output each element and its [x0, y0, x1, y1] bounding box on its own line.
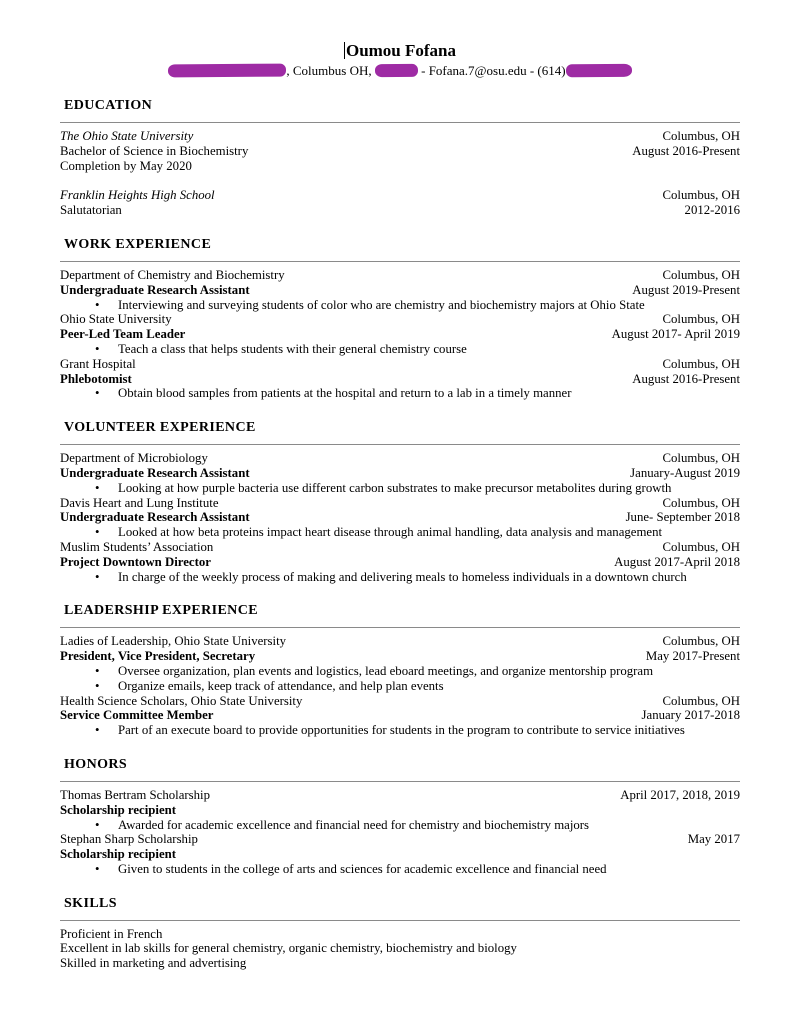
entry-row — [60, 788, 740, 803]
entry-row — [60, 268, 740, 283]
entry-right: Columbus, OH — [662, 451, 740, 466]
resume-entry — [60, 540, 740, 584]
entry-row — [60, 357, 740, 372]
bullet-text: In charge of the weekly process of making and delivering meals to homeless individuals in a downtown church — [118, 569, 687, 584]
bullet-marker-icon — [95, 679, 118, 694]
resume-name-text: Oumou Fofana — [345, 41, 457, 60]
entry-left: Bachelor of Science in Biochemistry — [60, 143, 249, 158]
bullet-text: Obtain blood samples from patients at the hospital and return to a lab in a timely manner — [118, 386, 572, 401]
entry-left: Undergraduate Research Assistant — [60, 282, 250, 297]
entry-right: May 2017-Present — [645, 649, 740, 664]
entry-row — [60, 941, 740, 956]
entry-row — [60, 694, 740, 709]
entry-right: Columbus, OH — [662, 634, 740, 649]
resume-name — [60, 41, 740, 61]
section-entries — [60, 268, 740, 401]
bullet-marker-icon — [95, 525, 118, 540]
bullet-text: Looked at how beta proteins impact heart disease through animal handling, data analysis and management — [118, 525, 663, 540]
bullet-text: Interviewing and surveying students of color who are chemistry and biochemistry majors at Ohio State — [118, 297, 645, 312]
resume-entry — [60, 927, 740, 971]
section-divider — [60, 122, 740, 123]
bullet-item — [60, 664, 740, 679]
entry-left: Stephan Sharp Scholarship — [60, 832, 198, 847]
entry-left: President, Vice President, Secretary — [60, 649, 256, 664]
entry-left: Proficient in French — [60, 926, 163, 941]
resume-entry — [60, 129, 740, 173]
resume-section — [60, 98, 740, 218]
entry-right: Columbus, OH — [662, 129, 740, 143]
bullet-text: Part of an execute board to provide opportunities for students in the program to contribute to service initiatives — [118, 723, 685, 738]
entry-left: Health Science Scholars, Ohio State University — [60, 693, 303, 708]
section-divider — [60, 920, 740, 921]
entry-row — [60, 847, 740, 862]
bullet-text: Given to students in the college of arts and sciences for academic excellence and financial need — [118, 861, 607, 876]
bullet-item — [60, 862, 740, 877]
resume-section — [60, 757, 740, 877]
entry-row — [60, 649, 740, 664]
bullet-item — [60, 525, 740, 540]
bullet-marker-icon — [95, 862, 118, 877]
entry-row — [60, 832, 740, 847]
resume-entry — [60, 357, 740, 401]
entry-right: June- September 2018 — [625, 510, 740, 525]
bullet-item — [60, 481, 740, 496]
entry-left: Peer-Led Team Leader — [60, 327, 186, 342]
section-divider — [60, 781, 740, 782]
entry-row — [60, 188, 740, 203]
entry-row — [60, 327, 740, 342]
entry-right — [728, 956, 740, 971]
entry-left: Davis Heart and Lung Institute — [60, 495, 219, 510]
entry-row — [60, 312, 740, 327]
contact-city-segment: , Columbus OH, — [286, 63, 375, 78]
entry-right: Columbus, OH — [662, 693, 740, 708]
resume-section — [60, 420, 740, 584]
resume-entry — [60, 496, 740, 540]
entry-right: Columbus, OH — [662, 267, 740, 282]
resume-entry — [60, 188, 740, 218]
resume-section — [60, 237, 740, 401]
entry-right: Columbus, OH — [662, 188, 740, 203]
bullet-text: Organize emails, keep track of attendance, and help plan events — [118, 678, 444, 693]
bullet-marker-icon — [95, 570, 118, 585]
entry-right — [728, 927, 740, 942]
resume-section — [60, 603, 740, 738]
entry-right: January 2017-2018 — [641, 708, 740, 723]
redacted-zip-code — [375, 64, 418, 77]
entry-left: The Ohio State University — [60, 129, 194, 143]
bullet-item — [60, 298, 740, 313]
resume-entry — [60, 788, 740, 832]
entry-left: Muslim Students’ Association — [60, 539, 214, 554]
entry-row — [60, 634, 740, 649]
entry-left: Excellent in lab skills for general chemistry, organic chemistry, biochemistry and biology — [60, 941, 517, 956]
resume-section — [60, 896, 740, 971]
entry-right: August 2017- April 2019 — [611, 327, 740, 342]
resume-entry — [60, 451, 740, 495]
entry-left: Scholarship recipient — [60, 802, 177, 817]
bullet-item — [60, 386, 740, 401]
bullet-item — [60, 679, 740, 694]
section-entries — [60, 927, 740, 971]
entry-left: Department of Chemistry and Biochemistry — [60, 267, 285, 282]
entry-row — [60, 496, 740, 511]
entry-left: Ladies of Leadership, Ohio State University — [60, 634, 287, 649]
entry-left: Completion by May 2020 — [60, 158, 192, 173]
resume-entry — [60, 268, 740, 312]
entry-right: Columbus, OH — [662, 539, 740, 554]
entry-left: Scholarship recipient — [60, 847, 177, 862]
resume-entry — [60, 832, 740, 876]
entry-row — [60, 708, 740, 723]
section-entries — [60, 451, 740, 584]
bullet-marker-icon — [95, 664, 118, 679]
entry-right — [728, 847, 740, 862]
section-divider — [60, 627, 740, 628]
entry-row — [60, 803, 740, 818]
section-divider — [60, 444, 740, 445]
entry-left: Franklin Heights High School — [60, 188, 215, 203]
entry-left: Salutatorian — [60, 203, 122, 218]
entry-right: August 2019-Present — [632, 282, 740, 297]
entry-right — [728, 159, 740, 174]
entry-right: May 2017 — [687, 832, 740, 847]
redacted-phone-number — [566, 64, 632, 77]
entry-left: Thomas Bertram Scholarship — [60, 787, 210, 802]
bullet-item — [60, 818, 740, 833]
entry-row — [60, 510, 740, 525]
entry-right: August 2016-Present — [632, 143, 740, 158]
entry-right: August 2017-April 2018 — [614, 554, 740, 569]
entry-right: April 2017, 2018, 2019 — [620, 787, 740, 802]
contact-line — [60, 63, 740, 79]
section-entries — [60, 634, 740, 738]
entry-left: Project Downtown Director — [60, 554, 211, 569]
resume-entry — [60, 694, 740, 738]
bullet-marker-icon — [95, 342, 118, 357]
section-title: VOLUNTEER EXPERIENCE — [64, 420, 256, 436]
bullet-marker-icon — [95, 818, 118, 833]
entry-right: Columbus, OH — [662, 356, 740, 371]
bullet-marker-icon — [95, 481, 118, 496]
section-title: EDUCATION — [64, 98, 153, 113]
bullet-text: Teach a class that helps students with their general chemistry course — [118, 341, 467, 356]
entry-right: August 2016-Present — [632, 371, 740, 386]
entry-row — [60, 555, 740, 570]
entry-row — [60, 203, 740, 218]
entry-right: January-August 2019 — [630, 465, 740, 480]
entry-row — [60, 466, 740, 481]
bullet-item — [60, 723, 740, 738]
entry-left: Undergraduate Research Assistant — [60, 510, 250, 525]
bullet-marker-icon — [95, 386, 118, 401]
section-title: SKILLS — [64, 895, 117, 911]
entry-left: Department of Microbiology — [60, 451, 208, 466]
entry-right: Columbus, OH — [662, 312, 740, 327]
entry-row — [60, 129, 740, 144]
bullet-text: Awarded for academic excellence and financial need for chemistry and biochemistry majors — [118, 817, 590, 832]
entry-row — [60, 956, 740, 971]
entry-right — [728, 803, 740, 818]
bullet-text: Looking at how purple bacteria use different carbon substrates to make precursor metabolites during growth — [118, 480, 672, 495]
bullet-marker-icon — [95, 723, 118, 738]
sections — [60, 98, 740, 971]
section-divider — [60, 261, 740, 262]
text-cursor — [344, 42, 345, 59]
entry-row — [60, 451, 740, 466]
section-entries — [60, 788, 740, 877]
entry-left: Service Committee Member — [60, 708, 214, 723]
section-entries — [60, 129, 740, 218]
bullet-item — [60, 570, 740, 585]
entry-left: Undergraduate Research Assistant — [60, 465, 250, 480]
entry-row — [60, 927, 740, 942]
section-title: WORK EXPERIENCE — [64, 236, 212, 252]
bullet-text: Oversee organization, plan events and logistics, lead eboard meetings, and organize mentorship program — [118, 663, 654, 678]
entry-right — [728, 941, 740, 956]
entry-left: Grant Hospital — [60, 356, 136, 371]
entry-row — [60, 372, 740, 387]
entry-row — [60, 144, 740, 159]
entry-right: 2012-2016 — [684, 203, 740, 218]
entry-row — [60, 540, 740, 555]
bullet-marker-icon — [95, 298, 118, 313]
section-title: HONORS — [64, 756, 128, 772]
entry-right: Columbus, OH — [662, 495, 740, 510]
entry-left: Phlebotomist — [60, 371, 132, 386]
redacted-street-address — [168, 64, 286, 78]
section-title: LEADERSHIP EXPERIENCE — [64, 603, 258, 619]
bullet-item — [60, 342, 740, 357]
entry-left: Skilled in marketing and advertising — [60, 956, 247, 971]
entry-left: Ohio State University — [60, 312, 172, 327]
entry-row — [60, 159, 740, 174]
contact-email-phone-segment: - Fofana.7@osu.edu - (614) — [417, 63, 566, 78]
resume-entry — [60, 634, 740, 693]
entry-row — [60, 283, 740, 298]
resume-entry — [60, 312, 740, 356]
